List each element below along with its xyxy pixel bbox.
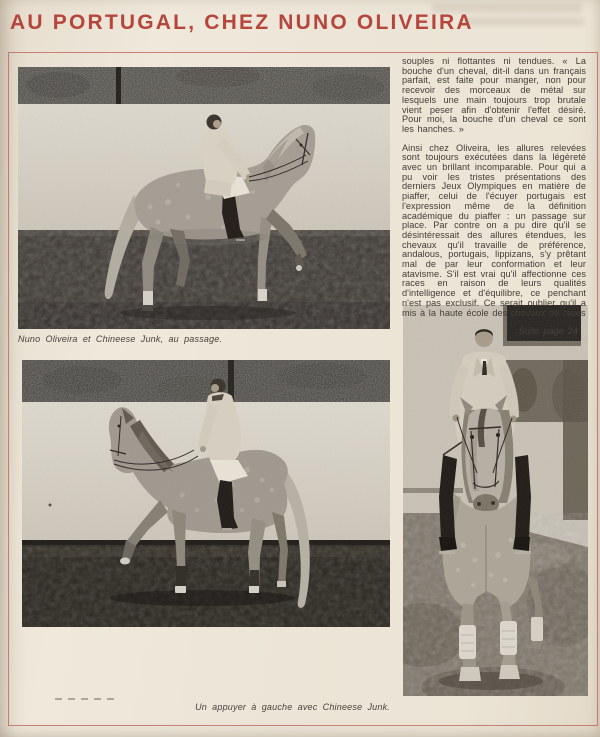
article-column [402, 57, 586, 337]
continuation-note: Suite page 24 [518, 326, 578, 337]
photo-frontal [403, 305, 588, 696]
article-paragraph: souples ni flottantes ni tendues. « La bouche d'un cheval, dit-il dans un français parfait, est faite pour manger, non pour recevoir des morceaux de métal sur lesquels une main toujours trop brutale vient peser afin d'obtenir l'effet désiré. Pour moi, la bouche d'un cheval ce sont les hanches. » [402, 56, 586, 134]
photo-passage-illustration [18, 67, 390, 329]
photo-frontal-illustration [403, 305, 588, 696]
photo-appuyer [22, 360, 390, 627]
photo-passage [18, 67, 390, 329]
photo-caption-appuyer: Un appuyer à gauche avec Chineese Junk. [195, 702, 390, 712]
article-paragraph: Ainsi chez Oliveira, les allures relevées sont toujours exécutées dans la légèreté avec un brillant incomparable. Pour qui a pu voir les tristes présentations des derniers Jeux Olympiques en matière de piaffer, celui de l'écuyer portugais est l'expression même de la définition académique du piaffer : un passage sur place. Par contre on a pu dire qu'il se désintéressait des allures étendues, les chevaux qu'il travaille de préférence, andalous, portugais, lippizans, s'y prêtant mal de par leur conformation et leur atavisme. S'il est vrai qu'il affectionne ces races en raison de leurs qualités d'intelligence et d'équilibre, ce penchant n'est pas exclusif. Ce serait oublier qu'il a mis à la haute école des chevaux de races [402, 142, 586, 318]
print-bleed-through [462, 17, 584, 26]
photo-caption-passage: Nuno Oliveira et Chineese Junk, au passage. [18, 334, 223, 344]
page-title: AU PORTUGAL, CHEZ NUNO OLIVEIRA [10, 11, 474, 34]
pencil-marks [55, 698, 119, 700]
photo-appuyer-illustration [22, 360, 390, 627]
